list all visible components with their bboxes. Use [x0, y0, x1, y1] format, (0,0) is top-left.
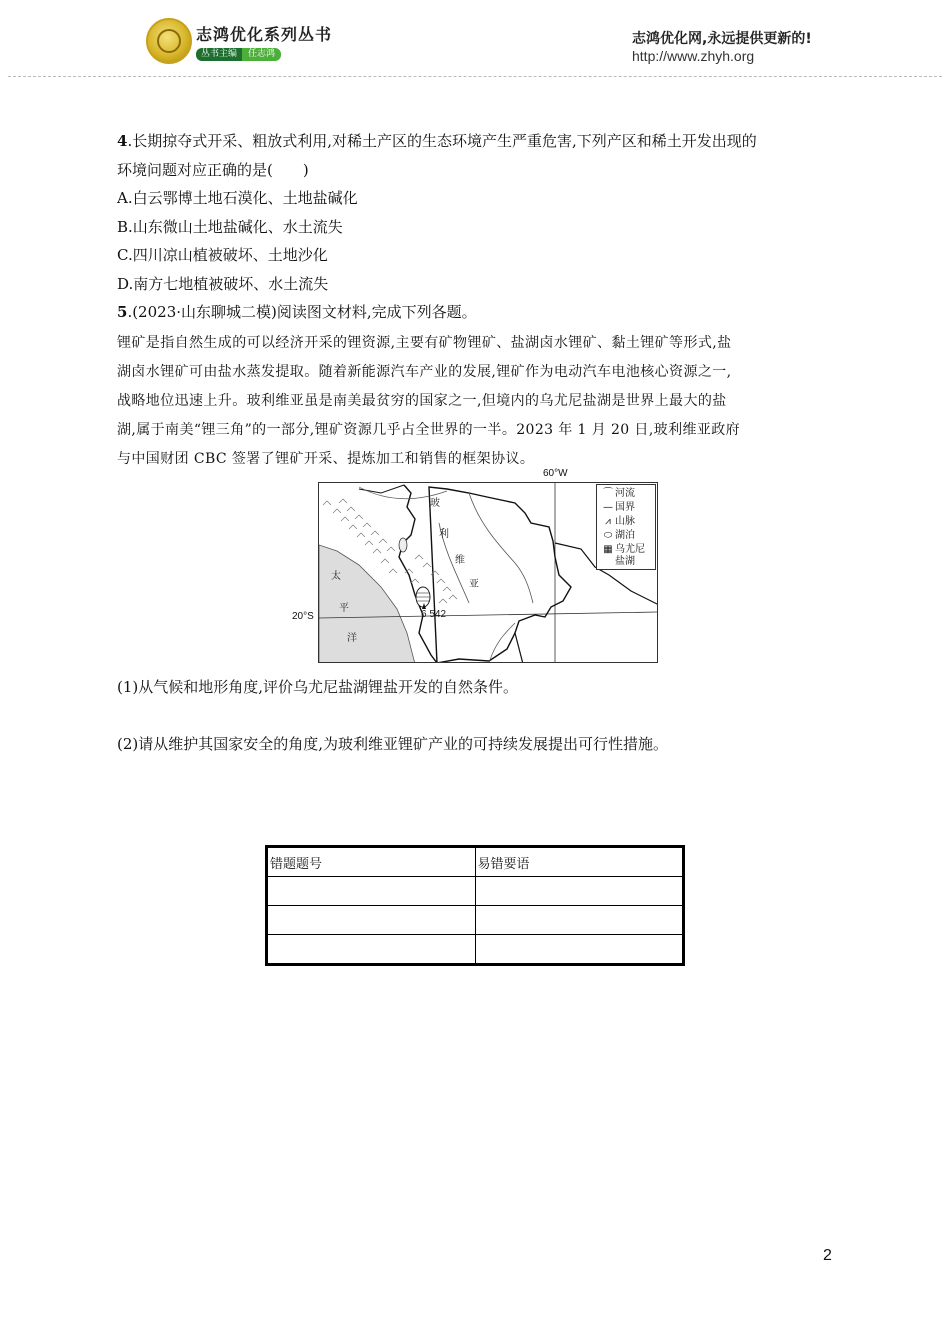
table-header-row	[267, 847, 684, 877]
ocean-char: 太	[331, 571, 341, 582]
table-header: 错题题号	[267, 847, 476, 877]
table-cell[interactable]	[267, 906, 476, 935]
q4-stem: 4.长期掠夺式开采、粗放式利用,对稀土产区的生态环境产生严重危害,下列产区和稀土开发出现的	[117, 132, 757, 150]
river-icon: ⌒	[603, 488, 613, 499]
table-row	[267, 906, 684, 935]
editor-label: 丛书主编	[196, 48, 242, 61]
series-title: 志鸿优化系列丛书	[196, 25, 333, 44]
latitude-label: 20°S	[292, 611, 314, 622]
q4-option-a: A.白云鄂博土地石漠化、土地盐碱化	[117, 189, 358, 207]
lake-icon: ⬭	[603, 530, 613, 541]
mountain-icon: ⩘	[605, 516, 611, 527]
q5-stem: 5.(2023·山东聊城二模)阅读图文材料,完成下列各题。	[117, 303, 477, 321]
q4-option-d: D.南方七地植被破坏、水土流失	[117, 275, 329, 293]
editor-name: 任志鸿	[242, 48, 281, 61]
legend-row: 盐湖	[615, 556, 635, 567]
publisher-logo	[146, 18, 192, 64]
table-cell[interactable]	[267, 877, 476, 906]
ocean-char: 洋	[347, 633, 357, 644]
q5-material-line: 湖,属于南美“锂三角”的一部分,锂矿资源几乎占全世界的一半。2023 年 1 月 20 日,玻利维亚政府	[117, 422, 741, 438]
table-header: 易错要语	[475, 847, 684, 877]
country-char: 亚	[469, 579, 479, 590]
page-number: 2	[823, 1247, 832, 1264]
header-url[interactable]: http://www.zhyh.org	[632, 48, 755, 64]
q5-number: 5	[117, 303, 128, 321]
legend-row: ⌒ 河流	[603, 488, 635, 499]
q4-stem-line2: 环境问题对应正确的是( )	[117, 161, 309, 179]
table-row	[267, 877, 684, 906]
legend-row: ⩘ 山脉	[601, 515, 635, 528]
table-cell[interactable]	[475, 935, 684, 965]
legend-row: — 国界	[603, 502, 635, 513]
map-legend	[596, 484, 656, 570]
q4-option-b: B.山东微山土地盐碱化、水土流失	[117, 218, 343, 236]
editor-badge	[196, 48, 281, 61]
country-char: 维	[455, 555, 465, 566]
ocean-char: 平	[339, 603, 349, 614]
q5-sub1: (1)从气候和地形角度,评价乌尤尼盐湖锂盐开发的自然条件。	[117, 678, 519, 696]
error-notes-table	[265, 845, 685, 966]
header-divider	[8, 76, 942, 77]
longitude-label: 60°W	[543, 468, 568, 479]
peak-elevation: 6 542	[421, 609, 447, 620]
legend-row: ▦ 乌尤尼	[601, 543, 645, 556]
q5-material-line: 锂矿是指自然生成的可以经济开采的锂资源,主要有矿物锂矿、盐湖卤水锂矿、黏土锂矿等形式,盐	[117, 335, 732, 351]
table-cell[interactable]	[475, 877, 684, 906]
salt-lake-icon: ▦	[603, 544, 613, 555]
q5-sub2: (2)请从维护其国家安全的角度,为玻利维亚锂矿产业的可持续发展提出可行性措施。	[117, 735, 669, 753]
q5-material-line: 湖卤水锂矿可由盐水蒸发提取。随着新能源汽车产业的发展,锂矿作为电动汽车电池核心资源之一,	[117, 364, 732, 380]
country-char: 利	[439, 529, 449, 540]
page-header	[0, 0, 950, 80]
q4-option-c: C.四川凉山植被破坏、土地沙化	[117, 246, 328, 264]
legend-row: ⬭ 湖泊	[601, 529, 635, 542]
border-icon: —	[603, 502, 613, 513]
header-slogan: 志鸿优化网,永远提供更新的!	[632, 31, 812, 47]
table-row	[267, 935, 684, 965]
table-cell[interactable]	[475, 906, 684, 935]
country-char: 玻	[430, 498, 440, 509]
table-cell[interactable]	[267, 935, 476, 965]
q5-material-line: 与中国财团 CBC 签署了锂矿开采、提炼加工和销售的框架协议。	[117, 451, 535, 467]
q4-number: 4	[117, 132, 128, 150]
q5-material-line: 战略地位迅速上升。玻利维亚虽是南美最贫穷的国家之一,但境内的乌尤尼盐湖是世界上最大的盐	[117, 393, 727, 409]
